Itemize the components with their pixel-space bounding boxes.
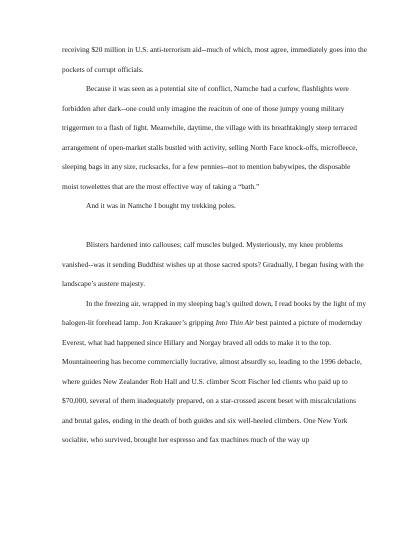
- paragraph-5-text-after: best painted a picture of modernday Everest, what had happened since Hillary and Norgay braved all odds to make it to the top. Mountaineering has become commercially lucrative, almost absurdly so, leading to the 1996 debacle, where guides New Zealander Rob Hall and U.S. climber Scott Fischer led clients who paid up to $70,000, several of them inadequately prepared, on a star-crossed ascent beset with miscalculations and brutal gales, ending in the death of both guides and six well-heeled climbers. One New York socialite, who survived, brought her espresso and fax machines much of the way up: [62, 318, 363, 444]
- paragraph-4: Blisters hardened into callouses; calf muscles bulged. Mysteriously, my knee problems vanished--was it sending Buddhist wishes up at those sacred spots? Gradually, I began fusing with the landscape’s austere majesty.: [62, 240, 364, 288]
- paragraph-2: Because it was seen as a potential site of conflict, Namche had a curfew, flashlights were forbidden after dark--one could only imagine the reaciton of one of those jumpy young military triggermen to a flash of light. Meanwhile, daytime, the village with its breathtakingly steep terraced arrangement of open-market stalls bustled with activity, selling North Face knock-offs, microfleece, sleeping bags in any size, rucksacks, for a few pennies--not to mention babywipes, the disposable moist towelettes that are the most effective way of taking a “bath.”: [62, 84, 358, 191]
- paragraph-3: And it was in Namche I bought my trekking poles.: [86, 201, 236, 210]
- book-title: Into Thin Air: [215, 318, 255, 327]
- body-text: [62, 40, 368, 450]
- paragraph-1: receiving $20 million in U.S. anti-terrorism aid--much of which, most agree, immediately goes into the pockets of corrupt officials.: [62, 45, 367, 74]
- paragraph-5-text-before: In the freezing air, wrapped in my sleeping bag’s quilted down, I read books by the light of my halogen-lit forehead lamp. Jon Krakauer’s gripping: [62, 298, 367, 327]
- paragraph-5: [62, 294, 368, 450]
